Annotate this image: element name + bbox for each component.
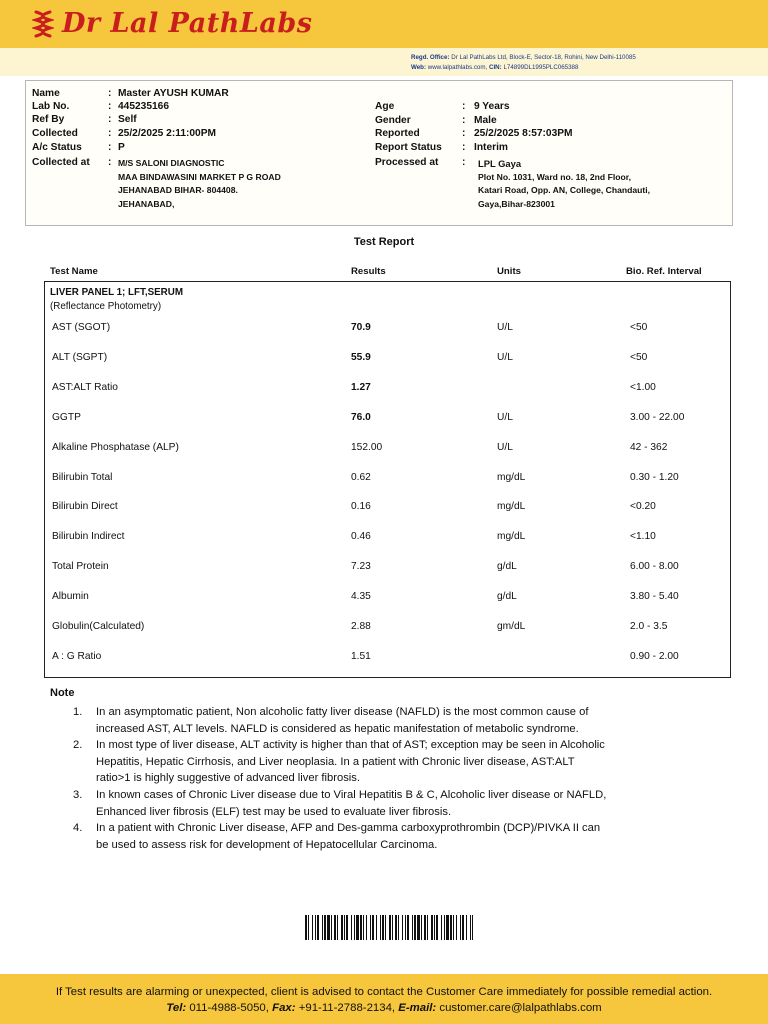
row-result: 70.9 <box>351 322 371 333</box>
row-ref-interval: <0.20 <box>630 501 656 512</box>
note-number: 4. <box>73 822 83 834</box>
note-number: 1. <box>73 706 83 718</box>
row-test-name: A : G Ratio <box>52 651 102 662</box>
note-line: increased AST, ALT levels. NAFLD is considered as hepatic manifestation of metabolic syndrome. <box>96 722 579 735</box>
reported-date: 25/2/2025 8:57:03PM <box>474 128 573 139</box>
processed-at-address: LPL Gaya Plot No. 1031, Ward no. 18, 2nd Floor, Katari Road, Opp. AN, College, Chandauti, Gaya,Bihar-823001 <box>478 158 651 209</box>
footer-band <box>0 974 768 1024</box>
row-result: 1.51 <box>351 651 371 662</box>
brand-name: Dr Lal PathLabs <box>62 8 313 39</box>
brand-logo <box>32 8 312 39</box>
collected-at-address: M/S SALONI DIAGNOSTIC MAA BINDAWASINI MARKET P G ROAD JEHANABAD BIHAR- 804408. JEHANABAD, <box>118 158 281 209</box>
col-ref-interval: Bio. Ref. Interval <box>626 266 702 277</box>
row-unit: mg/dL <box>497 472 526 483</box>
note-number: 3. <box>73 789 83 801</box>
row-test-name: AST:ALT Ratio <box>52 382 118 393</box>
row-ref-interval: 0.90 - 2.00 <box>630 651 679 662</box>
col-units: Units <box>497 266 521 277</box>
barcode-icon <box>305 915 473 940</box>
acstatus-label: A/c Status <box>32 142 82 153</box>
report-status: Interim <box>474 142 508 153</box>
note-line: Enhanced liver fibrosis (ELF) test may be used to evaluate liver fibrosis. <box>96 805 452 818</box>
note-line: be used to assess risk for development of Hepatocellular Carcinoma. <box>96 838 438 851</box>
row-result: 55.9 <box>351 352 371 363</box>
row-ref-interval: 3.80 - 5.40 <box>630 591 679 602</box>
note-line: ratio>1 is highly suggestive of advanced liver fibrosis. <box>96 772 360 784</box>
col-results: Results <box>351 266 386 277</box>
row-result: 4.35 <box>351 591 371 602</box>
row-ref-interval: <50 <box>630 352 648 363</box>
row-result: 2.88 <box>351 621 371 632</box>
note-heading: Note <box>50 687 75 699</box>
row-unit: U/L <box>497 352 513 363</box>
labno-label: Lab No. <box>32 101 70 112</box>
note-number: 2. <box>73 739 83 751</box>
registered-office: Regd. Office: Dr Lal PathLabs Ltd, Block-E, Sector-18, Rohini, New Delhi-110085 Web: www.lalpathlabs.com, CIN: L74899DL1995PLC065388 <box>411 54 636 71</box>
reportstatus-label: Report Status <box>375 142 442 153</box>
ac-status: P <box>118 142 125 153</box>
row-test-name: Globulin(Calculated) <box>52 621 145 632</box>
panel-method: (Reflectance Photometry) <box>50 301 162 312</box>
row-test-name: Total Protein <box>52 561 109 572</box>
row-result: 0.16 <box>351 501 371 512</box>
row-ref-interval: <1.10 <box>630 531 656 542</box>
row-test-name: ALT (SGPT) <box>52 352 108 363</box>
row-test-name: Alkaline Phosphatase (ALP) <box>52 442 179 453</box>
note-line: In a patient with Chronic Liver disease, AFP and Des-gamma carboxyprothrombin (DCP)/PIVKA II can <box>96 822 601 834</box>
row-test-name: Albumin <box>52 591 89 602</box>
note-item <box>73 787 693 820</box>
gender-value: Male <box>474 115 497 126</box>
row-test-name: Bilirubin Direct <box>52 501 118 512</box>
row-ref-interval: 2.0 - 3.5 <box>630 621 668 632</box>
ref-by: Self <box>118 114 137 125</box>
row-test-name: Bilirubin Total <box>52 472 113 483</box>
header-subband <box>0 48 768 76</box>
row-test-name: AST (SGOT) <box>52 322 111 333</box>
row-result: 76.0 <box>351 412 371 423</box>
row-unit: U/L <box>497 322 513 333</box>
row-ref-interval: 6.00 - 8.00 <box>630 561 679 572</box>
collected-label: Collected <box>32 128 78 139</box>
note-item <box>73 820 693 853</box>
footer-contact: Tel: 011-4988-5050, Fax: +91-11-2788-2134, E-mail: customer.care@lalpathlabs.com <box>166 1002 602 1014</box>
lab-number: 445235166 <box>118 101 169 112</box>
processedat-label: Processed at <box>375 157 439 168</box>
row-result: 0.62 <box>351 472 371 483</box>
results-table <box>44 281 731 678</box>
col-test-name: Test Name <box>50 266 98 277</box>
row-unit: g/dL <box>497 591 517 602</box>
row-test-name: Bilirubin Indirect <box>52 531 125 542</box>
row-unit: mg/dL <box>497 531 526 542</box>
note-item <box>73 737 693 787</box>
note-line: Hepatitis, Hepatic Cirrhosis, and Liver neoplasia. In a patient with Chronic liver disease, AST:ALT <box>96 755 575 768</box>
row-unit: U/L <box>497 412 513 423</box>
panel-title: LIVER PANEL 1; LFT,SERUM <box>50 287 183 298</box>
row-ref-interval: <50 <box>630 322 648 333</box>
note-line: In known cases of Chronic Liver disease due to Viral Hepatitis B & C, Alcoholic liver disease or NAFLD, <box>96 789 607 801</box>
note-item <box>73 704 693 737</box>
age-value: 9 Years <box>474 101 510 112</box>
dna-logo-icon <box>32 9 54 39</box>
refby-label: Ref By <box>32 114 65 125</box>
row-ref-interval: 3.00 - 22.00 <box>630 412 685 423</box>
note-line: In most type of liver disease, ALT activity is higher than that of AST; exception may be seen in Alcoholic <box>96 739 605 751</box>
row-ref-interval: 0.30 - 1.20 <box>630 472 679 483</box>
row-unit: U/L <box>497 442 513 453</box>
row-result: 0.46 <box>351 531 371 542</box>
collected-date: 25/2/2025 2:11:00PM <box>118 128 216 139</box>
row-result: 7.23 <box>351 561 371 572</box>
row-ref-interval: <1.00 <box>630 382 656 393</box>
collectedat-label: Collected at <box>32 157 90 168</box>
row-test-name: GGTP <box>52 412 81 423</box>
row-result: 152.00 <box>351 442 383 453</box>
row-unit: gm/dL <box>497 621 526 632</box>
email-link[interactable]: customer.care@lalpathlabs.com <box>439 1002 602 1014</box>
row-unit: g/dL <box>497 561 517 572</box>
age-label: Age <box>375 101 395 112</box>
row-ref-interval: 42 - 362 <box>630 442 668 453</box>
name-label: Name <box>32 88 60 99</box>
note-line: In an asymptomatic patient, Non alcoholic fatty liver disease (NAFLD) is the most common cause of <box>96 706 589 718</box>
report-title: Test Report <box>353 236 415 248</box>
patient-name: Master AYUSH KUMAR <box>118 88 229 99</box>
gender-label: Gender <box>375 115 411 126</box>
row-unit: mg/dL <box>497 501 526 512</box>
reported-label: Reported <box>375 128 420 139</box>
row-result: 1.27 <box>351 382 371 393</box>
footer-advisory: If Test results are alarming or unexpected, client is advised to contact the Customer Care immediately for possible remedial action. <box>55 986 713 998</box>
